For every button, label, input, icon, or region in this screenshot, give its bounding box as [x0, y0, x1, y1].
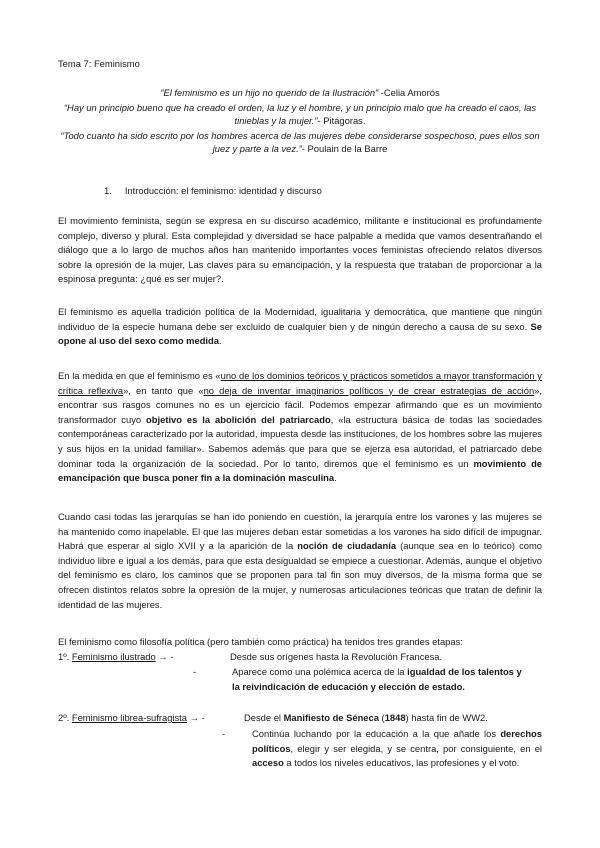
stage-text: Continúa luchando por la educación a la que añade los: [252, 728, 501, 739]
paragraph-text: », en tanto que «: [123, 384, 204, 396]
paragraph-3: [58, 369, 542, 486]
stage-2-point-a: [244, 711, 488, 726]
stage-text: (: [378, 712, 385, 723]
bold-phrase: acceso: [252, 757, 284, 769]
stage-number: 2º.: [58, 712, 72, 723]
quote-amoros: [58, 86, 542, 99]
stage-text: Aparece como una polémica acerca de la: [232, 666, 408, 677]
quote-text: “Hay un principio bueno que ha creado el orden, la luz y el hombre, y un principio malo que ha creado el caos, las tinieblas y la mujer.”: [63, 102, 537, 126]
paragraph-text: El feminismo es aquella tradición política de la Modernidad, igualitaria y democrática, que mantiene que ningún individuo de la especie humana debe ser excluido de cualquier bien y de ningún derecho a causa de su sexo.: [58, 306, 542, 332]
paragraph-text: En la medida en que el feminismo es «: [58, 370, 221, 381]
paragraph-2: [58, 305, 542, 349]
paragraph-text: , «la estructura básica de todas las sociedades contemporáneas caracterizado por la autoridad, impuesta desde las instituciones, de los hombres sobre las mujeres y sus hijos en la unidad familiar». Sabemos además que para que se ejerza esa autoridad, el patriarcado debe dominar toda la organización de la sociedad. Por lo tanto, diremos que el feminismo es un: [58, 413, 542, 469]
underlined-phrase: uno de los dominios teóricos y prácticos sometidos a mayor transformación y crítica reflexiva: [58, 370, 542, 396]
stage-1-label: [58, 650, 173, 665]
quote-text: “Todo cuanto ha sido escrito por los hombres acerca de las mujeres debe considerarse sospechoso, pues ellos son juez y parte a la vez.”: [60, 130, 540, 154]
epigraph-quotes: [58, 86, 542, 157]
paragraph-text: », encontrar sus rasgos comunes no es un ejercicio fácil. Podemos empezar afirmando que es un movimiento transformador cuyo: [58, 384, 542, 425]
stages-intro: El feminismo como filosofía política (pero también como práctica) ha tenidos tres grandes etapas:: [58, 636, 463, 647]
quote-text: “El feminismo es un hijo no querido de la Ilustración”: [160, 87, 379, 98]
stage-arrow: → -: [187, 712, 205, 723]
quote-author: - Poulain de la Barre: [301, 143, 388, 154]
bold-phrase: noción de ciudadanía: [297, 540, 397, 552]
stage-2-dash: -: [222, 728, 226, 739]
paragraph-text: Cuando casi todas las jerarquías se han ido poniendo en cuestión, la jerarquía entre los varones y las mujeres se ha mantenido como inapelable. El que las mujeres deban estar sometidas a los varones ha sido difícil de impugnar. Habrá que esperar al siglo XVII y a la aparición de la: [58, 511, 542, 552]
stage-number: 1º.: [58, 651, 72, 662]
stage-text: Desde el: [244, 712, 284, 723]
paragraph-4: [58, 510, 542, 612]
stage-text: , elegir y ser elegida, y se centra, por consiguiente, en el: [290, 742, 542, 754]
bold-phrase: derechos políticos: [252, 728, 542, 754]
bold-phrase: 1848: [384, 712, 406, 723]
stage-name: Feminismo librea-sufragista: [71, 712, 188, 723]
stage-text: ) hasta fin de WW2.: [405, 712, 488, 723]
stage-arrow: → -: [155, 651, 174, 662]
paragraph-1: El movimiento feminista, según se expresa en su discurso académico, militante e institucional es profundamente complejo, diverso y plural. Esta complejidad y diversidad se hace palpable a medida que vamos desentrañando el diálogo que a lo largo de muchos años han mantenido importantes voces feministas ofreciendo relatos diversos sobre la opresión de la mujer, Las claves para su emancipación, y la respuesta que trataban de proporcionar a la espinosa pregunta: ¿qué es ser mujer?.: [58, 215, 542, 285]
stage-1-point-a: Desde sus orígenes hasta la Revolución Francesa.: [230, 651, 443, 662]
bold-phrase: movimiento de emancipación que busca poner fin a la dominación masculina: [58, 457, 543, 484]
bold-phrase: objetivo es la abolición del patriarcado: [146, 413, 331, 425]
quote-poulain: [58, 129, 542, 155]
paragraph-text: (aunque sea en lo teórico) como individuo libre e igual a los demás, para que esta desigualdad se empiece a cuestionar. Además, aunque el objetivo del feminismo es claro, los caminos que se proponen para tal fin son muy diversos, de la misma forma que se ofrecen distintos relatos sobre la opresión de la mujer, y numerosas articulaciones teóricas que tratan de definir la identidad de las mujeres.: [58, 540, 542, 610]
quote-author: - Pitágoras.: [317, 115, 366, 126]
stage-2-point-b: [252, 727, 542, 771]
underlined-phrase: no deja de inventar imaginarios políticos y de crear estrategias de acción: [203, 384, 535, 396]
stage-name: Feminismo ilustrado: [71, 651, 156, 662]
stage-text: a todos los niveles educativos, las profesiones y el voto.: [283, 757, 520, 769]
paragraph-text: .: [218, 335, 222, 347]
document-title: Tema 7: Feminismo: [58, 58, 140, 69]
stage-2-label: [58, 711, 205, 726]
bold-phrase: igualdad de los talentos y la reivindicación de educación y elección de estado.: [232, 666, 522, 692]
section-heading: 1. Introducción: el feminismo: identidad y discurso: [104, 185, 322, 196]
stage-1-point-b: [232, 665, 532, 694]
quote-author: -Celia Amorós: [378, 87, 440, 98]
stage-1-dash: -: [193, 666, 197, 677]
bold-phrase: Se opone al uso del sexo como medida: [58, 320, 542, 347]
bold-phrase: Manifiesto de Séneca: [283, 712, 379, 723]
quote-pitagoras: [58, 101, 542, 127]
paragraph-text: .: [334, 472, 337, 484]
